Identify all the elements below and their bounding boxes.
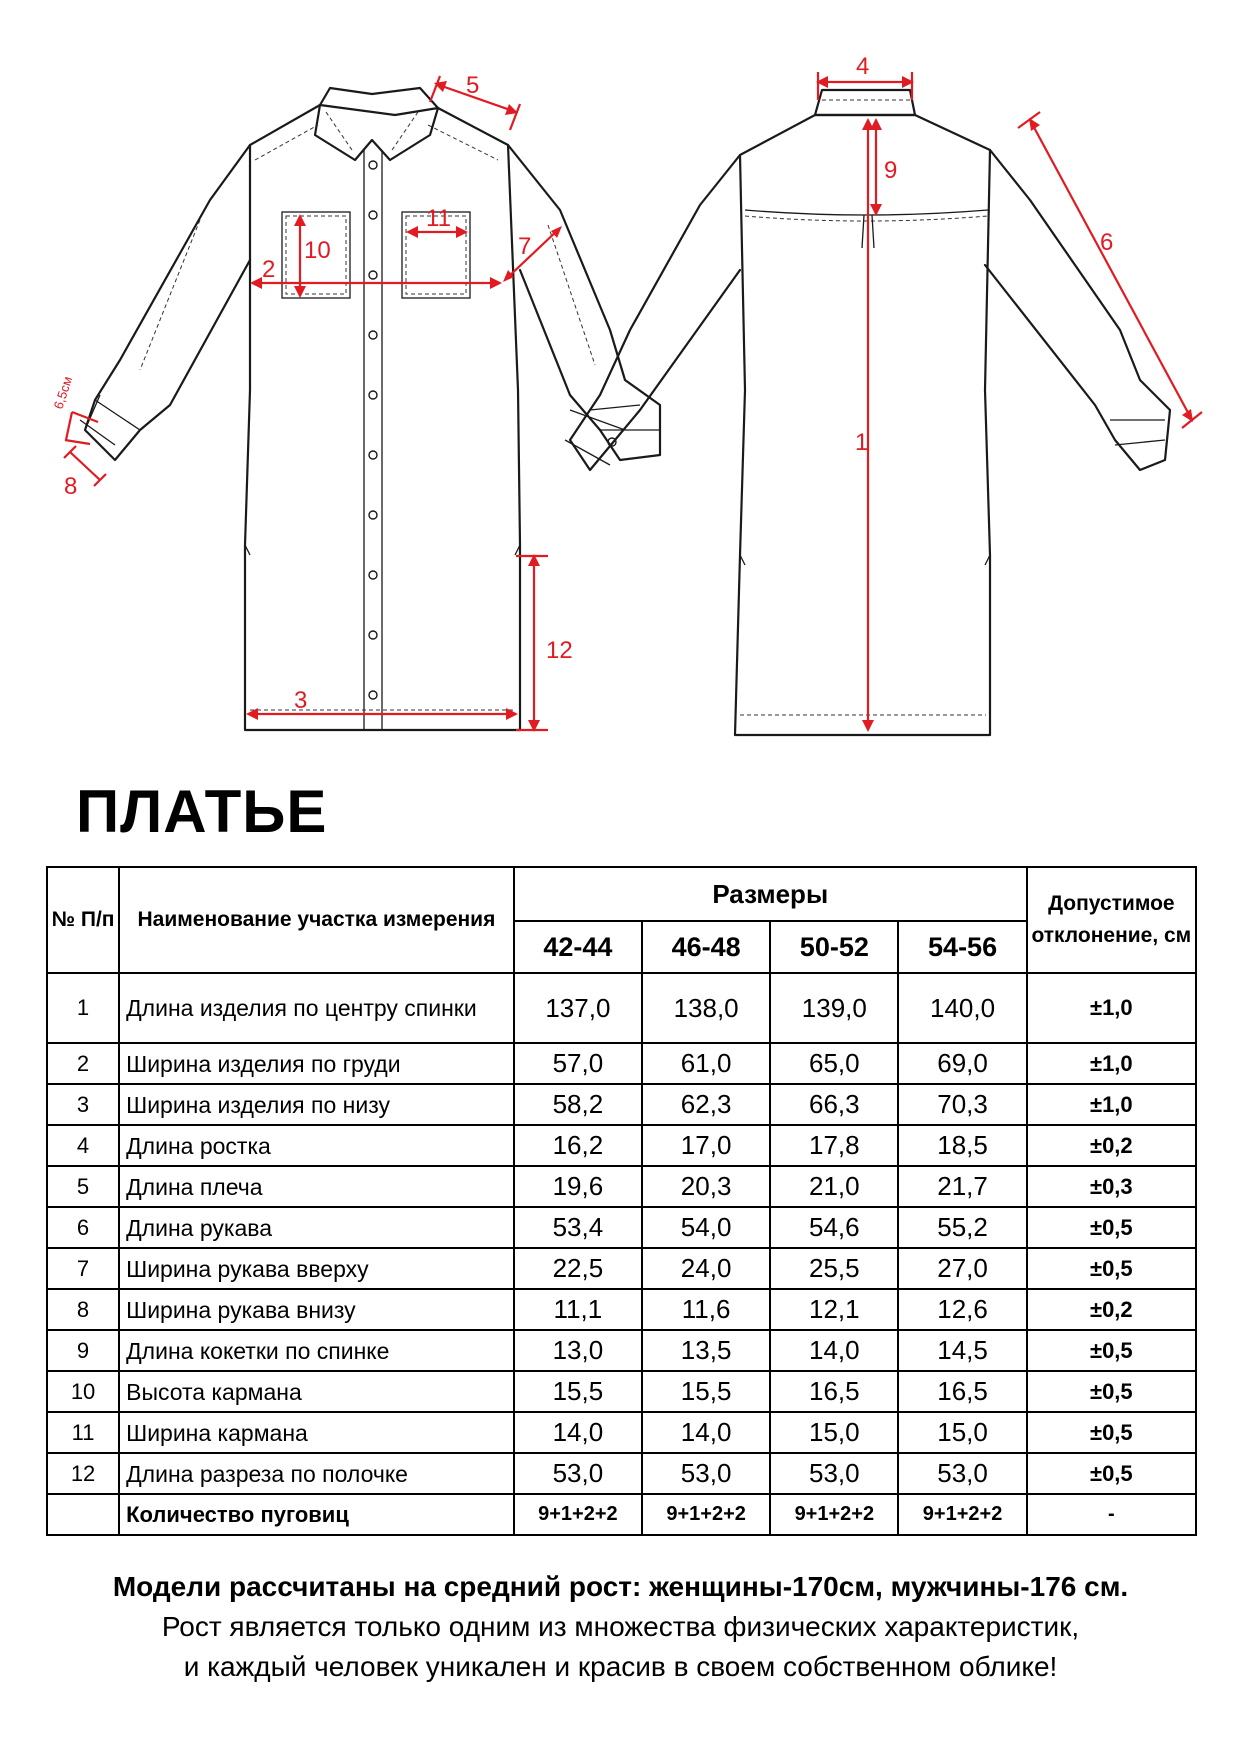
buttons-row-name: Количество пуговиц [119,1494,514,1535]
size-table-body [47,973,1196,1535]
measure-label-4: 4 [856,53,870,80]
row-tolerance: ±0,5 [1027,1207,1196,1248]
measure-label-6: 6 [1100,229,1114,256]
row-value: 137,0 [514,973,642,1043]
row-value: 15,5 [642,1371,770,1412]
buttons-row-value: 9+1+2+2 [642,1494,770,1535]
row-value: 53,0 [898,1453,1026,1494]
row-name: Ширина изделия по низу [119,1084,514,1125]
table-row [47,1043,1196,1084]
row-value: 13,0 [514,1330,642,1371]
footer-line-3: и каждый человек уникален и красив в своем собственном облике! [183,1651,1058,1682]
table-row [47,1207,1196,1248]
row-name: Длина разреза по полочке [119,1453,514,1494]
row-number: 3 [47,1084,119,1125]
row-value: 11,1 [514,1289,642,1330]
row-value: 139,0 [770,973,898,1043]
row-tolerance: ±1,0 [1027,1043,1196,1084]
measure-label-8: 8 [64,473,78,500]
row-name: Ширина изделия по груди [119,1043,514,1084]
row-value: 18,5 [898,1125,1026,1166]
row-name: Длина кокетки по спинке [119,1330,514,1371]
back-yoke-seam [745,210,988,215]
row-value: 27,0 [898,1248,1026,1289]
row-value: 20,3 [642,1166,770,1207]
table-row [47,1330,1196,1371]
header-measurement-name: Наименование участка измерения [119,867,514,973]
measure-label-1: 1 [855,429,869,456]
table-row-buttons [47,1494,1196,1535]
front-collar [315,88,438,160]
row-number: 6 [47,1207,119,1248]
table-row [47,1248,1196,1289]
row-number: 12 [47,1453,119,1494]
table-row [47,1166,1196,1207]
row-value: 12,6 [898,1289,1026,1330]
row-name: Длина ростка [119,1125,514,1166]
table-row [47,1453,1196,1494]
row-value: 11,6 [642,1289,770,1330]
row-name: Длина рукава [119,1207,514,1248]
buttons-row-value: 9+1+2+2 [770,1494,898,1535]
row-value: 14,0 [514,1412,642,1453]
row-number: 1 [47,973,119,1043]
row-value: 70,3 [898,1084,1026,1125]
row-value: 25,5 [770,1248,898,1289]
row-tolerance: ±1,0 [1027,1084,1196,1125]
row-value: 22,5 [514,1248,642,1289]
header-size-42-44: 42-44 [514,921,642,973]
buttons-row-value: 9+1+2+2 [514,1494,642,1535]
row-value: 15,5 [514,1371,642,1412]
row-number: 7 [47,1248,119,1289]
table-row [47,1084,1196,1125]
measure-label-cuff: 6,5см [50,374,76,411]
row-value: 57,0 [514,1043,642,1084]
measure-label-10: 10 [304,237,331,264]
measure-label-9: 9 [884,157,898,184]
row-value: 62,3 [642,1084,770,1125]
row-number: 11 [47,1412,119,1453]
row-value: 53,0 [770,1453,898,1494]
row-value: 138,0 [642,973,770,1043]
table-row [47,1289,1196,1330]
header-number: № П/п [47,867,119,973]
row-value: 61,0 [642,1043,770,1084]
front-view [80,88,660,730]
row-tolerance: ±0,2 [1027,1125,1196,1166]
header-size-54-56: 54-56 [898,921,1026,973]
measure-label-7: 7 [518,233,532,260]
row-value: 21,0 [770,1166,898,1207]
row-name: Высота кармана [119,1371,514,1412]
row-value: 12,1 [770,1289,898,1330]
row-value: 14,0 [770,1330,898,1371]
front-buttons [369,161,616,699]
measure-label-3: 3 [294,687,308,714]
row-value: 17,0 [642,1125,770,1166]
measure-label-12: 12 [546,637,573,664]
front-sleeve-left [85,145,250,460]
footer-line-1: Модели рассчитаны на средний рост: женщины-170см, мужчины-176 см. [112,1571,1129,1602]
row-number: 5 [47,1166,119,1207]
row-number: 10 [47,1371,119,1412]
row-value: 17,8 [770,1125,898,1166]
row-value: 53,4 [514,1207,642,1248]
row-tolerance: ±0,3 [1027,1166,1196,1207]
row-value: 66,3 [770,1084,898,1125]
row-tolerance: ±0,5 [1027,1453,1196,1494]
row-value: 13,5 [642,1330,770,1371]
garment-technical-drawing [0,0,1241,760]
footer-note [0,1567,1241,1687]
back-sleeve-right [985,150,1170,470]
row-value: 53,0 [642,1453,770,1494]
row-value: 15,0 [898,1412,1026,1453]
row-name: Длина изделия по центру спинки [119,973,514,1043]
row-value: 140,0 [898,973,1026,1043]
header-sizes: Размеры [514,867,1027,921]
row-value: 16,5 [898,1371,1026,1412]
row-value: 58,2 [514,1084,642,1125]
back-collar [815,90,915,115]
row-tolerance: ±1,0 [1027,973,1196,1043]
row-number: 4 [47,1125,119,1166]
row-name: Длина плеча [119,1166,514,1207]
row-value: 16,5 [770,1371,898,1412]
row-value: 14,0 [642,1412,770,1453]
row-number: 2 [47,1043,119,1084]
row-value: 15,0 [770,1412,898,1453]
row-tolerance: ±0,2 [1027,1289,1196,1330]
row-value: 19,6 [514,1166,642,1207]
measurement-lines [51,53,1202,732]
buttons-row-value: 9+1+2+2 [898,1494,1026,1535]
page-title: ПЛАТЬЕ [76,778,328,845]
back-sleeve-left [570,155,740,470]
header-tolerance: Допустимое отклонение, см [1027,867,1196,973]
row-name: Ширина рукава внизу [119,1289,514,1330]
measure-label-2: 2 [262,256,276,283]
row-name: Ширина кармана [119,1412,514,1453]
row-number: 9 [47,1330,119,1371]
row-value: 21,7 [898,1166,1026,1207]
row-value: 54,6 [770,1207,898,1248]
measure-label-5: 5 [466,72,480,99]
table-row [47,1371,1196,1412]
header-size-50-52: 50-52 [770,921,898,973]
row-name: Ширина рукава вверху [119,1248,514,1289]
table-row [47,973,1196,1043]
row-value: 55,2 [898,1207,1026,1248]
front-placket [364,150,382,730]
measure-label-11: 11 [426,205,451,232]
table-row [47,1412,1196,1453]
row-value: 14,5 [898,1330,1026,1371]
row-tolerance: ±0,5 [1027,1371,1196,1412]
row-tolerance: ±0,5 [1027,1412,1196,1453]
row-value: 69,0 [898,1043,1026,1084]
row-value: 65,0 [770,1043,898,1084]
back-body-outline [735,115,990,735]
row-value: 54,0 [642,1207,770,1248]
row-number: 8 [47,1289,119,1330]
row-value: 24,0 [642,1248,770,1289]
row-tolerance: ±0,5 [1027,1330,1196,1371]
footer-line-2: Рост является только одним из множества физических характеристик, [161,1611,1080,1642]
garment-svg [0,0,1241,760]
header-size-46-48: 46-48 [642,921,770,973]
table-row [47,1125,1196,1166]
row-value: 16,2 [514,1125,642,1166]
row-value: 53,0 [514,1453,642,1494]
buttons-row-tolerance: - [1027,1494,1196,1535]
size-chart-table [46,866,1197,1536]
row-tolerance: ±0,5 [1027,1248,1196,1289]
